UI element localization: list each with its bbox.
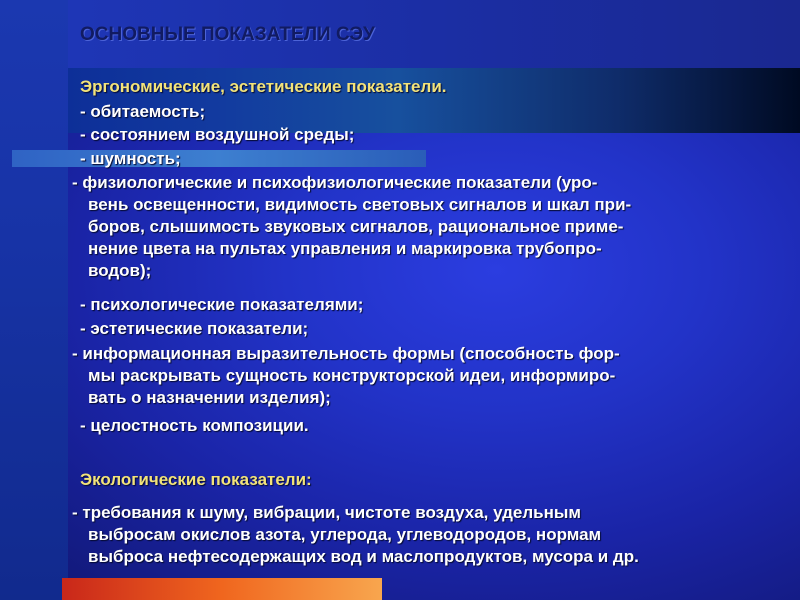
slide-title: ОСНОВНЫЕ ПОКАЗАТЕЛИ СЭУ — [80, 24, 375, 45]
list-item-physiological — [72, 172, 631, 282]
text-line: боров, слышимость звуковых сигналов, рациональное приме- — [88, 217, 624, 236]
list-item: - эстетические показатели; — [80, 319, 309, 338]
decor-band-bottom — [62, 578, 382, 600]
list-item: - состоянием воздушной среды; — [80, 125, 355, 144]
list-item: - обитаемость; — [80, 102, 206, 121]
text-line: выброса нефтесодержащих вод и маслопродуктов, мусора и др. — [88, 547, 639, 566]
list-item: - целостность композиции. — [80, 416, 309, 435]
text-line: мы раскрывать сущность конструкторской идеи, информиро- — [88, 366, 616, 385]
text-line: вать о назначении изделия); — [88, 388, 331, 407]
text-line: выбросам окислов азота, углерода, углеводородов, нормам — [88, 525, 602, 544]
list-item: - шумность; — [80, 149, 181, 168]
text-line: - требования к шуму, вибрации, чистоте воздуха, удельным — [72, 503, 581, 522]
decor-left-band — [0, 0, 68, 600]
section-heading-ecological: Экологические показатели: — [80, 470, 312, 489]
section-heading-ergonomic: Эргономические, эстетические показатели. — [80, 77, 447, 96]
decor-band-mid — [12, 150, 426, 167]
text-line: нение цвета на пультах управления и маркировка трубопро- — [88, 239, 602, 258]
text-line: вень освещенности, видимость световых сигналов и шкал при- — [88, 195, 632, 214]
list-item-ecological — [72, 502, 639, 568]
text-line: - информационная выразительность формы (способность фор- — [72, 344, 620, 363]
text-line: водов); — [88, 261, 152, 280]
list-item-informational — [72, 343, 620, 409]
text-line: - физиологические и психофизиологические показатели (уро- — [72, 173, 598, 192]
list-item: - психологические показателями; — [80, 295, 364, 314]
